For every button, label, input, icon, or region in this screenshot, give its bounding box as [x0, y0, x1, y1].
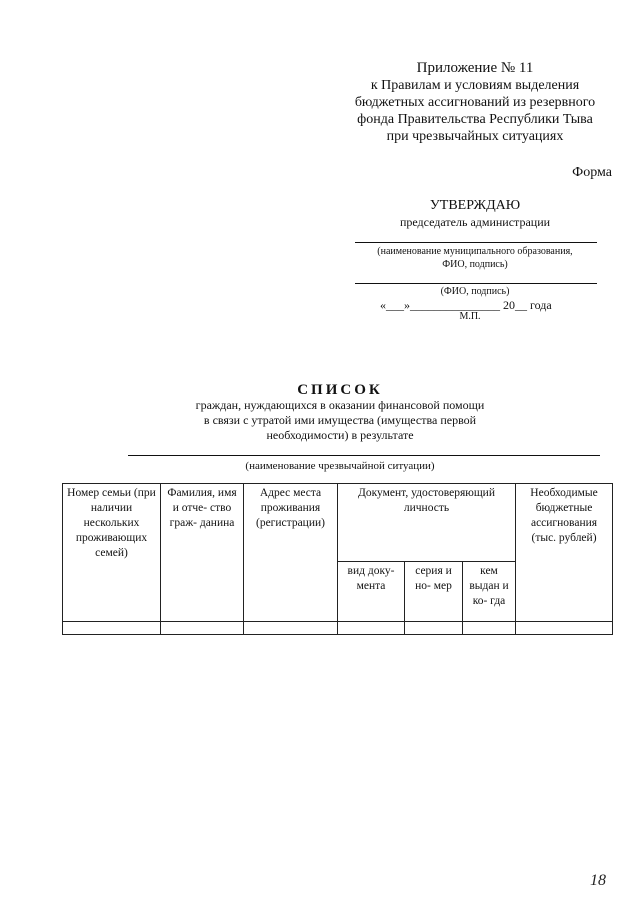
header-full-name: Фамилия, имя и отче- ство граж- данина: [161, 484, 244, 622]
appendix-line: при чрезвычайных ситуациях: [386, 129, 564, 144]
list-subtitle: [120, 398, 560, 443]
appendix-header: [330, 60, 620, 145]
appendix-number: Приложение № 11: [416, 60, 534, 76]
subtitle-line: необходимости) в результате: [266, 428, 414, 442]
header-address: Адрес места проживания (регистрации): [244, 484, 338, 622]
table-cell: [405, 622, 463, 635]
table-cell: [63, 622, 161, 635]
signature-caption: [340, 245, 610, 271]
citizens-table: [62, 483, 613, 635]
table-row: [63, 622, 613, 635]
list-title: СПИСОК: [297, 382, 383, 398]
subheader-series-number: серия и но- мер: [405, 562, 463, 622]
appendix-line: фонда Правительства Республики Тыва: [357, 112, 593, 127]
table-cell: [463, 622, 516, 635]
caption-line: ФИО, подпись): [442, 259, 508, 270]
subheader-document-type: вид доку- мента: [338, 562, 405, 622]
approval-block: [340, 198, 610, 230]
emergency-line: [128, 455, 600, 456]
caption-line: (наименование муниципального образования,: [377, 246, 573, 257]
date-line: «___»_______________ 20__ года: [380, 298, 552, 312]
approver-position: председатель администрации: [399, 215, 551, 229]
table-cell: [244, 622, 338, 635]
table-cell: [338, 622, 405, 635]
subtitle-line: граждан, нуждающихся в оказании финансовой помощи: [195, 398, 485, 412]
signature-line: [355, 283, 597, 284]
appendix-line: к Правилам и условиям выделения: [370, 78, 580, 93]
subheader-issued-by: кем выдан и ко- гда: [463, 562, 516, 622]
subtitle-line: в связи с утратой ими имущества (имущества первой: [203, 413, 477, 427]
header-family-number: Номер семьи (при наличии нескольких проживающих семей): [63, 484, 161, 622]
table-cell: [516, 622, 613, 635]
header-identity-document: Документ, удостоверяющий личность: [338, 484, 516, 562]
signature-line: [355, 242, 597, 243]
table-header-row: [63, 484, 613, 562]
stamp-place: М.П.: [459, 311, 481, 322]
emergency-caption: (наименование чрезвычайной ситуации): [245, 460, 435, 472]
page-number: 18: [590, 872, 606, 889]
table-cell: [161, 622, 244, 635]
fio-caption: (ФИО, подпись): [440, 286, 510, 297]
form-label: Форма: [572, 165, 612, 180]
approve-heading: УТВЕРЖДАЮ: [429, 198, 521, 213]
appendix-line: бюджетных ассигнований из резервного: [354, 95, 596, 110]
header-required-funds: Необходимые бюджетные ассигнования (тыс. рублей): [516, 484, 613, 622]
